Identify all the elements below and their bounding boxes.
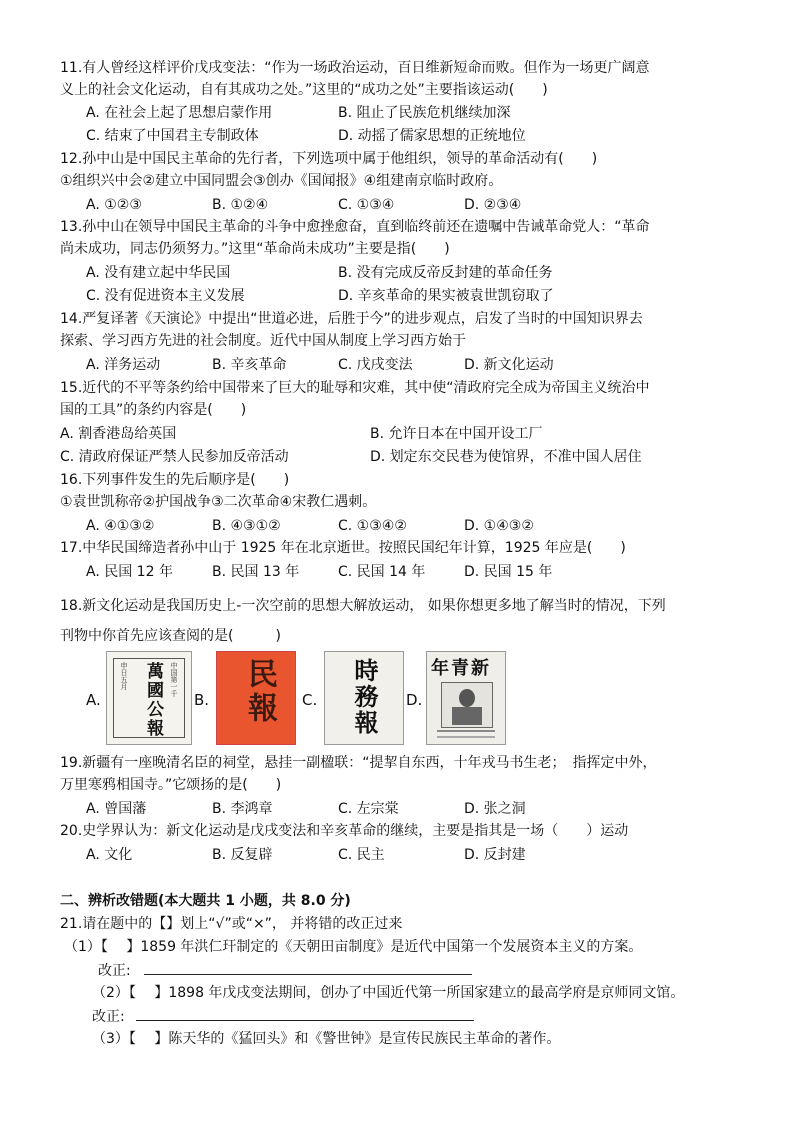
q13-stem-line2: 尚未成功，同志仍须努力。”这里“革命尚未成功”主要是指( ) bbox=[60, 241, 450, 257]
q17-option-b: B. 民国 13 年 bbox=[212, 564, 300, 580]
q18-minbao-title: 民報 bbox=[242, 658, 277, 726]
q15-option-b: B. 允许日本在中国开设工厂 bbox=[370, 426, 543, 442]
q18-xinqingnian-portrait bbox=[441, 682, 493, 728]
q20-option-a: A. 文化 bbox=[86, 847, 133, 863]
q20-stem-line1: 20.史学界认为：新文化运动是戊戌变法和辛亥革命的继续，主要是指其是一场（ ）运动 bbox=[60, 823, 629, 839]
q17-option-a: A. 民国 12 年 bbox=[86, 564, 173, 580]
q16-option-c: C. ①③④② bbox=[338, 518, 407, 534]
q12-option-a: A. ①②③ bbox=[86, 197, 142, 213]
q18-image-xinqingnian bbox=[426, 651, 506, 745]
q13-stem-line1: 13.孙中山在领导中国民主革命的斗争中愈挫愈奋，直到临终前还在遗嘱中告诫革命党人：“革命 bbox=[60, 219, 650, 235]
q20-option-c: C. 民主 bbox=[338, 847, 385, 863]
q16-option-d: D. ①④③② bbox=[464, 518, 534, 534]
q17-option-d: D. 民国 15 年 bbox=[464, 564, 553, 580]
q20-option-d: D. 反封建 bbox=[464, 847, 526, 863]
q18-label-d: D. bbox=[406, 691, 423, 709]
q18-shiwubao-title: 時務報 bbox=[350, 658, 379, 736]
q14-option-b: B. 辛亥革命 bbox=[212, 357, 287, 373]
q18-image-wanguo-gongbao bbox=[106, 651, 192, 745]
q14-stem-line2: 探索、学习西方先进的社会制度。近代中国从制度上学习西方始于 bbox=[60, 333, 466, 349]
q21-fix1-label: 改正: bbox=[98, 963, 131, 979]
q11-option-b: B. 阻止了民族危机继续加深 bbox=[338, 105, 511, 121]
q18-stem-line1: 18.新文化运动是我国历史上-一次空前的思想大解放运动， 如果你想更多地了解当时的情况，下列 bbox=[60, 598, 666, 614]
q21-fix2-answer-line[interactable] bbox=[136, 1020, 474, 1021]
q14-option-a: A. 洋务运动 bbox=[86, 357, 161, 373]
q11-stem-line2: 义上的社会文化运动，自有其成功之处。”这里的“成功之处”主要指该运动( ) bbox=[60, 82, 548, 98]
q12-stem-line2: ①组织兴中会②建立中国同盟会③创办《国闻报》④组建南京临时政府。 bbox=[60, 173, 503, 189]
q14-option-d: D. 新文化运动 bbox=[464, 357, 554, 373]
q18-label-b: B. bbox=[194, 691, 210, 709]
q21-item1: （1）【 】1859 年洪仁玕制定的《天朝田亩制度》是近代中国第一个发展资本主义的方案。 bbox=[64, 939, 643, 955]
q16-option-b: B. ④③①② bbox=[212, 518, 281, 534]
q13-option-b: B. 没有完成反帝反封建的革命任务 bbox=[338, 265, 553, 281]
q17-stem-line1: 17.中华民国缔造者孙中山于 1925 年在北京逝世。按照民国纪年计算，1925 年应是( ) bbox=[60, 540, 626, 556]
q18-xinqingnian-title: 年青新 bbox=[431, 658, 491, 679]
q21-fix2-label: 改正: bbox=[92, 1009, 125, 1025]
q14-option-c: C. 戊戌变法 bbox=[338, 357, 413, 373]
q13-option-a: A. 没有建立起中华民国 bbox=[86, 265, 231, 281]
q18-wanguo-side-left: 申日五月 bbox=[120, 662, 128, 690]
q19-option-a: A. 曾国藩 bbox=[86, 801, 147, 817]
q14-stem-line1: 14.严复译著《天演论》中提出“世道必进，后胜于今”的进步观点，启发了当时的中国知识界去 bbox=[60, 311, 643, 327]
q15-option-a: A. 割香港岛给英国 bbox=[60, 426, 177, 442]
q15-option-c: C. 清政府保证严禁人民参加反帝活动 bbox=[60, 449, 289, 465]
q11-option-c: C. 结束了中国君主专制政体 bbox=[86, 128, 259, 144]
q15-stem-line1: 15.近代的不平等条约给中国带来了巨大的耻辱和灾难，其中使“清政府完全成为帝国主义统治中 bbox=[60, 380, 650, 396]
q12-stem-line1: 12.孙中山是中国民主革命的先行者，下列选项中属于他组织，领导的革命活动有( ) bbox=[60, 151, 598, 167]
q19-stem-line1: 19.新疆有一座晚清名臣的祠堂，悬挂一副楹联：“提挈自东西，十年戎马书生老； 指挥定中外， bbox=[60, 755, 657, 771]
q18-wanguo-side-right: 中国第一千 bbox=[170, 662, 178, 697]
q13-option-d: D. 辛亥革命的果实被袁世凯窃取了 bbox=[338, 288, 554, 304]
q12-option-b: B. ①②④ bbox=[212, 197, 269, 213]
q17-option-c: C. 民国 14 年 bbox=[338, 564, 426, 580]
q15-stem-line2: 国的工具”的条约内容是( ) bbox=[60, 402, 247, 418]
q19-option-d: D. 张之洞 bbox=[464, 801, 526, 817]
q16-stem-line2: ①袁世凯称帝②护国战争③二次革命④宋教仁遇刺。 bbox=[60, 494, 377, 510]
section2-title: 二、辨析改错题(本大题共 1 小题，共 8.0 分) bbox=[60, 893, 351, 909]
q16-option-a: A. ④①③② bbox=[86, 518, 155, 534]
q20-option-b: B. 反复辟 bbox=[212, 847, 273, 863]
q12-option-d: D. ②③④ bbox=[464, 197, 522, 213]
q11-stem-line1: 11.有人曾经这样评价戊戌变法：“作为一场政治运动，百日维新短命而败。但作为一场更广阔意 bbox=[60, 60, 650, 76]
q18-label-a: A. bbox=[86, 691, 101, 709]
q18-image-minbao bbox=[216, 651, 296, 745]
q21-stem: 21.请在题中的【】划上“√”或“×”， 并将错的改正过来 bbox=[60, 916, 403, 932]
q18-stem-line2: 刊物中你首先应该查阅的是( ) bbox=[60, 628, 281, 644]
q12-option-c: C. ①③④ bbox=[338, 197, 395, 213]
q18-label-c: C. bbox=[302, 691, 318, 709]
q15-option-d: D. 划定东交民巷为使馆界，不准中国人居住 bbox=[370, 449, 642, 465]
q21-item2: （2）【 】1898 年戊戌变法期间，创办了中国近代第一所国家建立的最高学府是京师同文馆。 bbox=[92, 985, 685, 1001]
q18-wanguo-title: 萬國公報 bbox=[143, 662, 163, 738]
q18-image-shiwubao bbox=[324, 651, 404, 745]
q19-stem-line2: 万里寒鸦相国寺。”它颂扬的是( ) bbox=[60, 777, 282, 793]
q16-stem-line1: 16.下列事件发生的先后顺序是( ) bbox=[60, 472, 290, 488]
q21-fix1-answer-line[interactable] bbox=[144, 974, 472, 975]
q21-item3: （3）【 】陈天华的《猛回头》和《警世钟》是宣传民族民主革命的著作。 bbox=[92, 1031, 561, 1047]
q13-option-c: C. 没有促进资本主义发展 bbox=[86, 288, 245, 304]
q19-option-c: C. 左宗棠 bbox=[338, 801, 399, 817]
q11-option-d: D. 动摇了儒家思想的正统地位 bbox=[338, 128, 526, 144]
q11-option-a: A. 在社会上起了思想启蒙作用 bbox=[86, 105, 273, 121]
q19-option-b: B. 李鸿章 bbox=[212, 801, 273, 817]
